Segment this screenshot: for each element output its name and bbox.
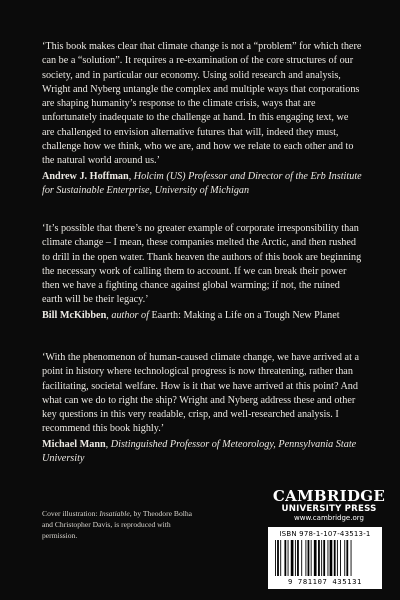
- credit-title: Insatiable: [99, 509, 130, 518]
- barcode-bar: [291, 540, 294, 576]
- barcode-bar: [280, 540, 281, 576]
- publisher-name: CAMBRIDGE: [272, 487, 386, 505]
- barcode-bar: [297, 540, 299, 576]
- barcode-bar: [328, 540, 329, 576]
- barcode-bar: [311, 540, 312, 576]
- blurb-mann: [42, 351, 362, 466]
- barcode-bar: [321, 540, 322, 576]
- attribution-name: Andrew J. Hoffman: [42, 170, 129, 182]
- blurb-mckibben: [42, 222, 362, 323]
- barcode-bar: [318, 540, 320, 576]
- barcode: [268, 527, 382, 589]
- barcode-bars: [275, 540, 375, 576]
- blurb-quote: ‘This book makes clear that climate change is not a “problem” for which there can be a “solution”. It requires a re-examination of the core structures of our society, and in particular our economy. Using solid research and analysis, Wright and Nyberg untangle the complex and multiple ways that corporations are shaping humanity’s response to the climate crisis, ways that are unfortunately inadequate to the challenge at hand. In this engaging text, we are challenged to envision alternative futures that will, indeed they must, challenge how we think, who we are, and how we relate to each other and to the natural world around us.’: [42, 41, 362, 167]
- attribution-book-title: Eaarth: Making a Life on a Tough New Planet: [151, 309, 340, 321]
- credit-suffix: , by Theodore Bolha and Christopher Davis, is reproduced with permission.: [42, 509, 193, 540]
- attribution-role: , author of: [106, 309, 152, 321]
- blurb-attribution: [42, 309, 362, 323]
- isbn-label: ISBN 978-1-107-43513-1: [279, 530, 371, 538]
- blurb-hoffman: [42, 40, 362, 198]
- barcode-bar: [284, 540, 286, 576]
- blurb-quote: ‘It’s possible that there’s no greater example of corporate irresponsibility than climate change – I mean, these companies melted the Arctic, and then rushed to drill in the open water. Thank heaven the authors of this book are beginning the necessary work of calling them to account. If we can break their power then we have a fighting chance against global warming; if not, the ruined earth will be their legacy.’: [42, 223, 362, 306]
- barcode-bar: [295, 540, 296, 576]
- barcode-bar: [340, 540, 341, 576]
- attribution-name: Michael Mann: [42, 438, 106, 450]
- ean-number: 9 781107 435131: [288, 577, 362, 586]
- barcode-bar: [288, 540, 289, 576]
- barcode-bar: [314, 540, 317, 576]
- attribution-name: Bill McKibben: [42, 309, 107, 321]
- attribution-role: , Holcim (US) Professor and Director of the Erb Institute for Sustainable Enterprise, University of Michigan: [42, 170, 362, 196]
- blurb-attribution: [42, 170, 362, 199]
- publisher-logo: [262, 488, 396, 523]
- barcode-bar: [334, 540, 336, 576]
- blurb-quote: ‘With the phenomenon of human-caused climate change, we have arrived at a point in history where technological progress is now threatening, rather than facilitating, societal welfare. How is it that we have arrived at this point? And what can we do to right the ship? Wright and Nyberg address these and other key questions in this very readable, crisp, and well-researched analysis. I recommend this book highly.’: [42, 352, 359, 435]
- barcode-bar: [337, 540, 338, 576]
- barcode-bar: [330, 540, 333, 576]
- credit-prefix: Cover illustration:: [42, 509, 100, 518]
- barcode-bar: [308, 540, 310, 576]
- cover-illustration-credit: [42, 508, 202, 541]
- barcode-bar: [301, 540, 302, 576]
- barcode-bar: [351, 540, 352, 576]
- barcode-bar: [344, 540, 345, 576]
- barcode-bar: [277, 540, 279, 576]
- barcode-bar: [346, 540, 348, 576]
- barcode-bar: [275, 540, 276, 576]
- attribution-role: , Distinguished Professor of Meteorology, Pennsylvania State University: [42, 438, 357, 465]
- publisher-subname: UNIVERSITY PRESS: [281, 504, 377, 514]
- barcode-bar: [305, 540, 306, 576]
- publisher-url: www.cambridge.org: [294, 514, 364, 522]
- blurb-attribution: [42, 438, 362, 467]
- barcode-bar: [323, 540, 325, 576]
